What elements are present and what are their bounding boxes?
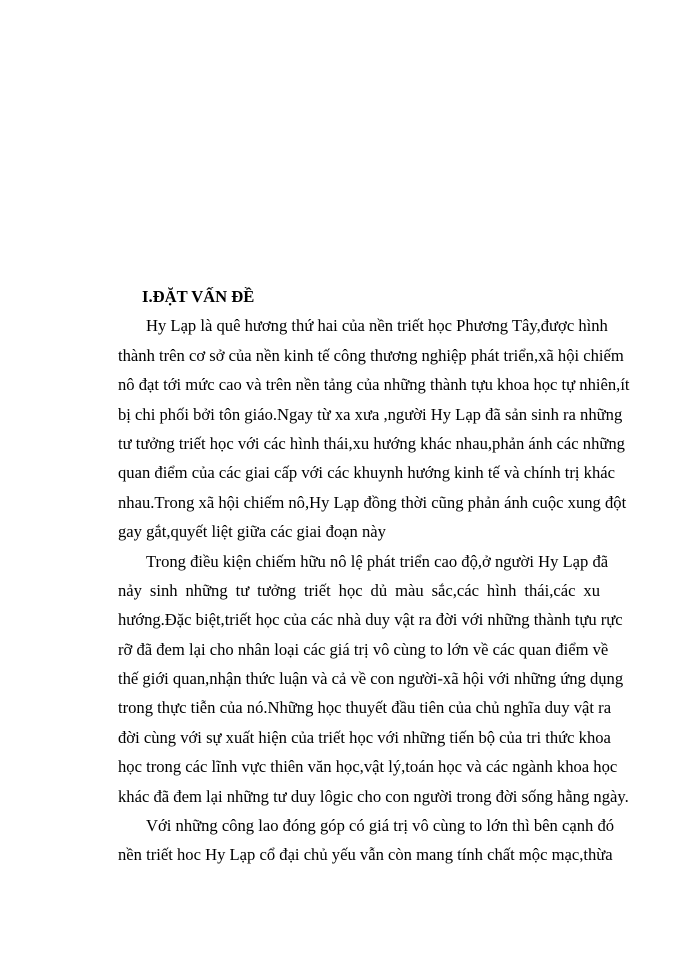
text-line: đời cùng với sự xuất hiện của triết học với những tiến bộ của tri thức khoa xyxy=(118,727,611,747)
paragraph xyxy=(118,547,629,812)
text-line: gay gắt,quyết liệt giữa các giai đoạn này xyxy=(118,522,386,542)
text-line: tư tưởng triết học với các hình thái,xu hướng khác nhau,phản ánh các những xyxy=(118,433,625,453)
paragraph xyxy=(118,811,615,870)
text-line: bị chi phối bởi tôn giáo.Ngay từ xa xưa ,người Hy Lạp đã sản sinh ra những xyxy=(118,404,623,424)
text-line: nảy sinh những tư tưởng triết học dủ màu sắc,các hình thái,các xu xyxy=(118,580,600,600)
text-line: Với những công lao đóng góp có giá trị vô cùng to lớn thì bên cạnh đó xyxy=(146,816,615,836)
text-line: nhau.Trong xã hội chiếm nô,Hy Lạp đồng thời cũng phản ánh cuộc xung đột xyxy=(118,492,627,512)
text-line: khác đã đem lại những tư duy lôgic cho con người trong đời sống hằng ngày. xyxy=(118,786,629,806)
text-line: thế giới quan,nhận thức luận và cả về con người-xã hội với những ứng dụng xyxy=(118,669,624,689)
text-line: học trong các lĩnh vực thiên văn học,vật lý,toán học và các ngành khoa học xyxy=(118,757,618,777)
text-line: rỡ đã đem lại cho nhân loại các giá trị vô cùng to lớn về các quan điểm về xyxy=(118,639,609,659)
paragraph xyxy=(118,311,630,546)
text-line: nền triết hoc Hy Lạp cổ đại chủ yếu vẫn còn mang tính chất mộc mạc,thừa xyxy=(118,845,613,865)
text-line: quan điểm của các giai cấp với các khuynh hướng kinh tế và chính trị khác xyxy=(118,463,615,483)
document-body xyxy=(118,311,630,869)
document-page xyxy=(118,282,630,870)
text-line: Trong điều kiện chiếm hữu nô lệ phát triển cao độ,ở người Hy Lạp đã xyxy=(146,551,609,571)
text-line: thành trên cơ sở của nền kinh tế công thương nghiệp phát triển,xã hội chiếm xyxy=(118,345,624,365)
section-heading: I.ĐẶT VẤN ĐỀ xyxy=(142,287,255,306)
text-line: hướng.Đặc biệt,triết học của các nhà duy vật ra đời với những thành tựu rực xyxy=(118,610,623,630)
text-line: Hy Lạp là quê hương thứ hai của nền triết học Phương Tây,được hình xyxy=(146,316,608,336)
text-line: nô đạt tới mức cao và trên nền tảng của những thành tựu khoa học tự nhiên,ít xyxy=(118,375,630,395)
text-line: trong thực tiễn của nó.Những học thuyết đầu tiên của chủ nghĩa duy vật ra xyxy=(118,698,612,718)
